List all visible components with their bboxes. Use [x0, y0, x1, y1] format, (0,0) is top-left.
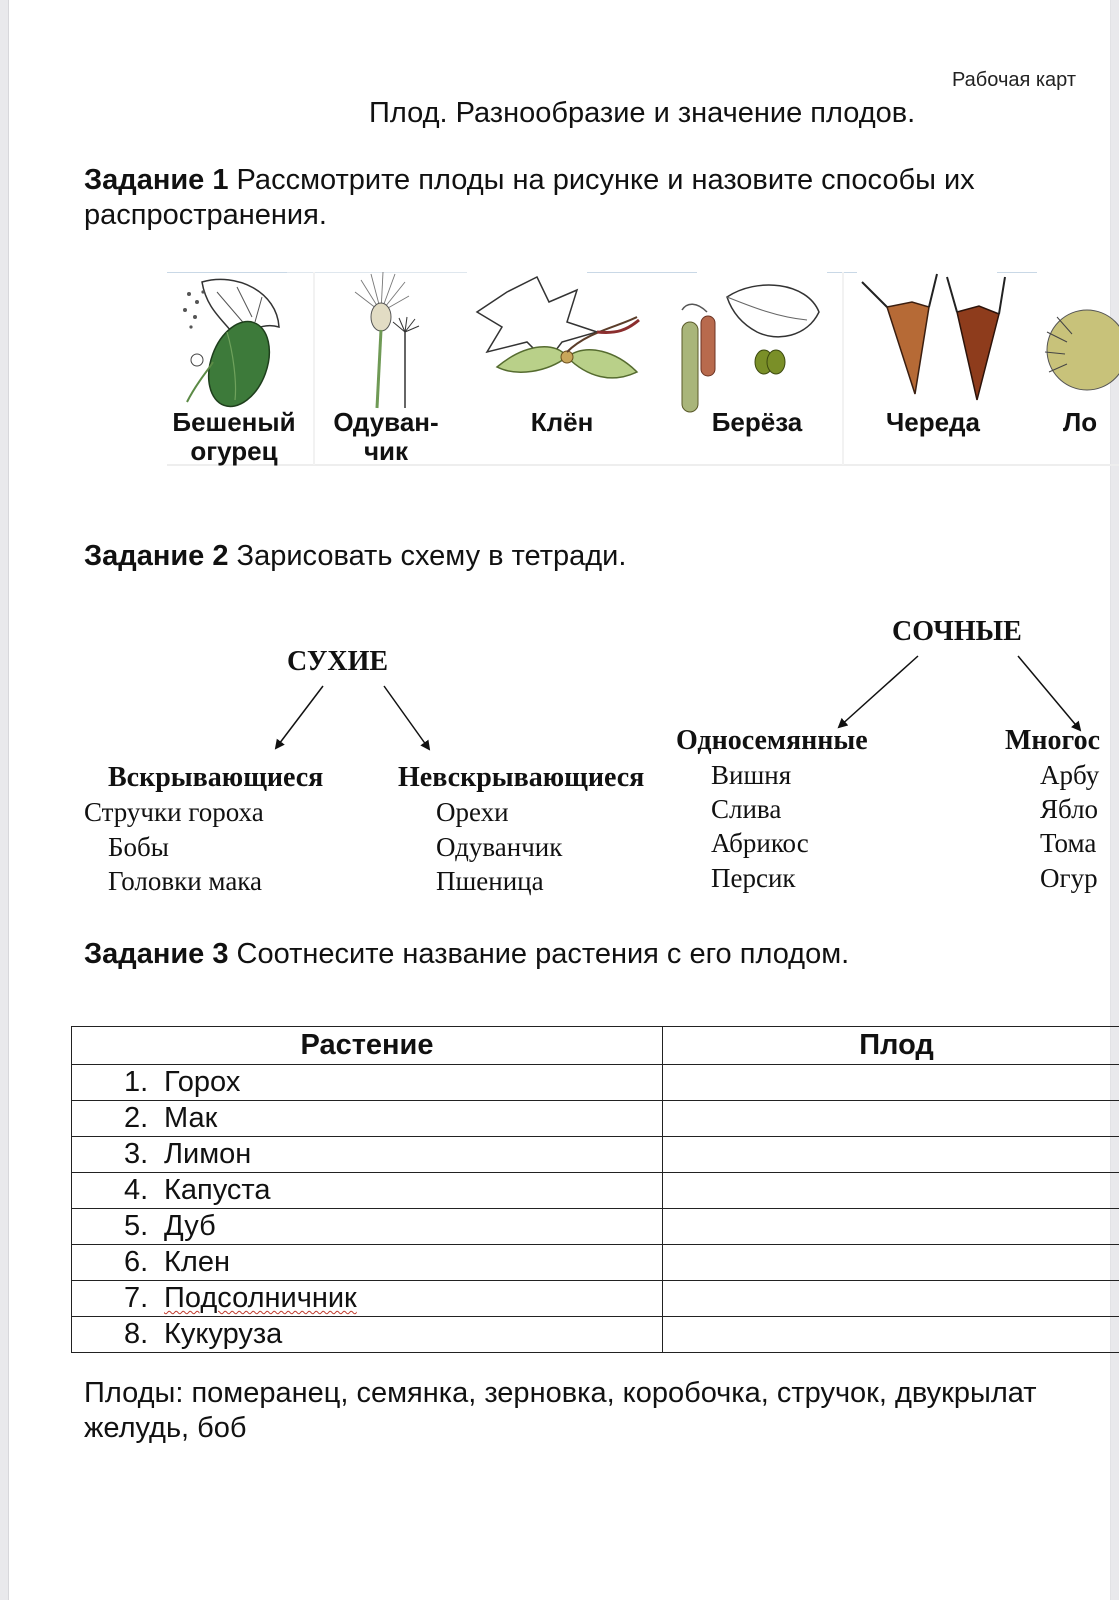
table-row	[72, 1209, 1119, 1245]
scheme-multi-seed-item: Тома	[1040, 828, 1097, 858]
fruit-answer-cell[interactable]	[663, 1137, 1119, 1173]
plant-cell: 7. Подсолничник	[72, 1281, 663, 1317]
task1-instruction-line1: Рассмотрите плоды на рисунке и назовите способы их	[228, 164, 975, 196]
scheme-single-seed-title: Односемянные	[676, 725, 868, 756]
scheme-dry-title: СУХИЕ	[287, 646, 389, 677]
column-header-fruit: Плод	[663, 1027, 1119, 1065]
plant-cell: 4. Капуста	[72, 1173, 663, 1209]
scheme-nonopening-item: Пшеница	[436, 866, 544, 896]
plant-cell: 3. Лимон	[72, 1137, 663, 1173]
fruit-answer-cell[interactable]	[663, 1281, 1119, 1317]
page-title: Плод. Разнообразие и значение плодов.	[369, 97, 916, 129]
table-row	[72, 1137, 1119, 1173]
scheme-single-seed-item: Слива	[711, 794, 782, 824]
scheme-single-seed-item: Абрикос	[711, 828, 809, 858]
scheme-multi-seed-item: Огур	[1040, 863, 1098, 893]
task3-instruction: Соотнесите название растения с его плодом.	[228, 938, 850, 970]
scheme-opening-item: Бобы	[108, 832, 169, 862]
task1-label: Задание 1	[84, 164, 229, 196]
fruit-answer-cell[interactable]	[663, 1173, 1119, 1209]
arrow-dry-to-nonopening	[384, 686, 429, 749]
fruit-answer-cell[interactable]	[663, 1317, 1119, 1353]
table-row	[72, 1245, 1119, 1281]
scheme-multi-seed-item: Ябло	[1040, 794, 1099, 824]
column-header-plant: Растение	[72, 1027, 663, 1065]
scheme-single-seed-item: Вишня	[711, 760, 792, 790]
scheme-juicy-title: СОЧНЫЕ	[892, 616, 1022, 647]
task1-instruction-line2: распространения.	[84, 199, 327, 231]
fruits-list-line1: Плоды: померанец, семянка, зерновка, коробочка, стручок, двукрылат	[84, 1377, 1037, 1409]
scheme-multi-seed-title: Многос	[1005, 725, 1101, 756]
table-row	[72, 1065, 1119, 1101]
task3-label: Задание 3	[84, 938, 229, 970]
fruit-answer-cell[interactable]	[663, 1245, 1119, 1281]
table-row	[72, 1101, 1119, 1137]
table-row	[72, 1281, 1119, 1317]
scheme-nonopening-title: Невскрывающиеся	[398, 762, 645, 793]
fruit-label-dandelion: Одуван- чик	[333, 407, 439, 466]
fruit-answer-cell[interactable]	[663, 1065, 1119, 1101]
scheme-single-seed-item: Персик	[711, 863, 796, 893]
task2-instruction: Зарисовать схему в тетради.	[228, 540, 627, 572]
fruit-label-wild-cucumber: Бешеный огурец	[172, 407, 296, 466]
matching-table	[71, 1026, 1119, 1353]
scheme-opening-item: Стручки гороха	[84, 797, 264, 827]
arrow-dry-to-opening	[276, 686, 323, 748]
fruit-label-bur-marigold: Череда	[885, 407, 981, 437]
scheme-opening-title: Вскрывающиеся	[108, 762, 324, 793]
task2-label: Задание 2	[84, 540, 229, 572]
plant-cell: 2. Мак	[72, 1101, 663, 1137]
fruit-label-maple: Клён	[530, 407, 594, 437]
plant-cell: 5. Дуб	[72, 1209, 663, 1245]
scheme-nonopening-item: Орехи	[436, 797, 509, 827]
fruit-label-burdock: Ло	[1063, 407, 1098, 437]
fruit-label-birch: Берёза	[711, 407, 803, 437]
plant-cell: 6. Клен	[72, 1245, 663, 1281]
arrow-juicy-to-multi	[1018, 656, 1080, 730]
scheme-multi-seed-item: Арбу	[1040, 760, 1100, 790]
table-row	[72, 1317, 1119, 1353]
fruit-answer-cell[interactable]	[663, 1209, 1119, 1245]
scheme-opening-item: Головки мака	[108, 866, 262, 896]
task3-text	[84, 937, 849, 972]
table-row	[72, 1173, 1119, 1209]
fruit-answer-cell[interactable]	[663, 1101, 1119, 1137]
scheme-nonopening-item: Одуванчик	[436, 832, 563, 862]
arrow-juicy-to-single	[839, 656, 918, 727]
plant-cell: 1. Горох	[72, 1065, 663, 1101]
fruits-list-line2: желудь, боб	[84, 1412, 247, 1444]
worksheet-label: Рабочая карт	[952, 69, 1077, 91]
misspelled-word: Подсолничник	[164, 1282, 357, 1314]
table-header-row	[72, 1027, 1119, 1065]
plant-cell: 8. Кукуруза	[72, 1317, 663, 1353]
